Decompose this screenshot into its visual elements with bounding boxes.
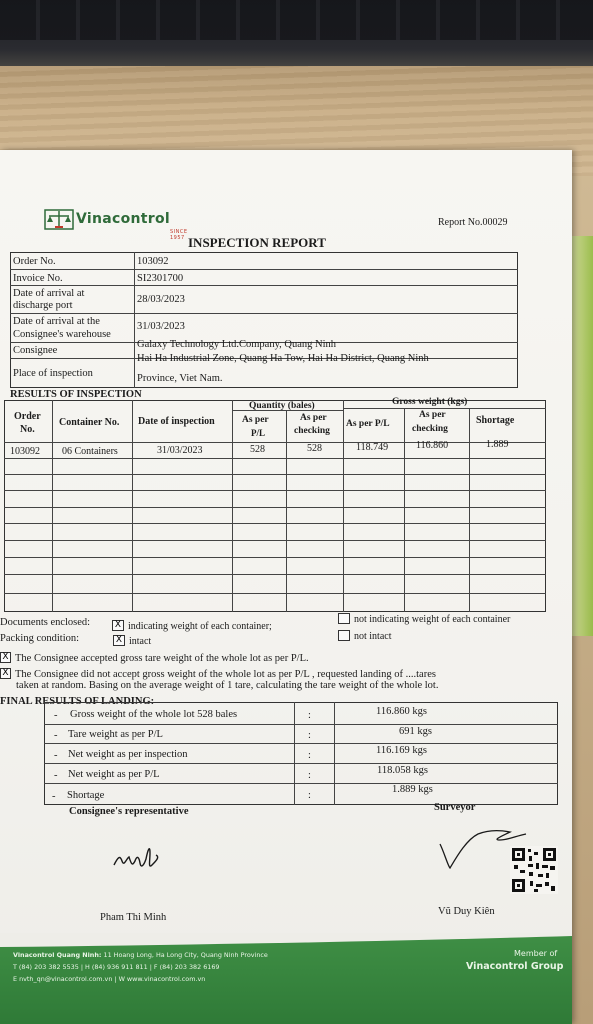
report-title: INSPECTION REPORT — [188, 235, 326, 250]
consignee-rep-title: Consignee's representative — [69, 806, 189, 817]
invoice-no-value: SI2301700 — [137, 273, 184, 284]
green-footer — [0, 933, 572, 1024]
discharge-date-label-2: discharge port — [13, 300, 73, 311]
final-row-line — [44, 763, 558, 764]
th-container: Container No. — [59, 417, 120, 428]
packing-option-2-label: not intact — [354, 631, 392, 642]
cell-shortage: 1.889 — [486, 439, 509, 450]
final-dash: - — [54, 710, 58, 721]
cell-qty-pl: 528 — [250, 444, 265, 455]
row-line — [4, 593, 546, 594]
vinacontrol-logo — [44, 205, 194, 241]
checkbox-checked[interactable]: X — [113, 635, 125, 646]
footer-phones: T (84) 203 382 5535 | H (84) 936 911 811 | F (84) 203 382 6169 — [13, 963, 220, 971]
cell-date: 31/03/2023 — [157, 445, 203, 456]
th-order-1: Order — [14, 411, 41, 422]
final-dash: - — [54, 770, 58, 781]
final-label-net-pl: Net weight as per P/L — [68, 769, 160, 780]
cell-container: 06 Containers — [62, 446, 118, 457]
final-value-gross: 116.860 kgs — [376, 706, 427, 717]
cell-gw-chk: 116.860 — [416, 440, 449, 451]
warehouse-date-label-2: Consignee's warehouse — [13, 329, 111, 340]
final-value-shortage: 1.889 kgs — [392, 784, 433, 795]
report-number: Report No.00029 — [438, 217, 508, 228]
th-qty-pl-1: As per — [242, 415, 269, 425]
final-colon: : — [308, 750, 311, 761]
final-row-line — [44, 783, 558, 784]
info-row-line — [10, 269, 518, 270]
th-shortage: Shortage — [476, 415, 515, 426]
col-line — [132, 400, 133, 612]
final-row-line — [44, 743, 558, 744]
col-line — [469, 408, 470, 612]
final-colon: : — [308, 770, 311, 781]
col-line — [286, 410, 287, 612]
row-line — [4, 557, 546, 558]
final-value-net-pl: 118.058 kgs — [377, 765, 428, 776]
th-date: Date of inspection — [138, 416, 215, 427]
th-gw-pl: As per P/L — [346, 419, 390, 429]
order-no-value: 103092 — [137, 256, 169, 267]
keyboard-keys — [0, 0, 593, 40]
cell-order-no: 103092 — [10, 446, 40, 457]
checkbox-checked[interactable]: X — [0, 652, 11, 663]
consignee-note-1-text: The Consignee accepted gross tare weight of the whole lot as per P/L. — [15, 653, 309, 664]
surveyor-title: Surveyor — [434, 802, 476, 813]
warehouse-date-value: 31/03/2023 — [137, 321, 185, 332]
final-value-net-inspection: 116.169 kgs — [376, 745, 427, 756]
packing-label: Packing condition: — [0, 633, 80, 644]
final-results-title: FINAL RESULTS OF LANDING: — [0, 696, 155, 707]
final-colon: : — [308, 730, 311, 741]
consignee-name: Pham Thi Minh — [100, 912, 167, 923]
footer-address — [13, 952, 268, 960]
info-divider — [134, 252, 135, 388]
final-value-tare: 691 kgs — [399, 726, 432, 737]
footer-address-text: 11 Hoang Long, Ha Long City, Quang Ninh Province — [101, 951, 268, 959]
documents-option-1-label: indicating weight of each container; — [128, 621, 272, 632]
th-qty-pl-2: P/L — [251, 428, 266, 438]
documents-option-2-label: not indicating weight of each container — [354, 614, 511, 625]
place-label: Place of inspection — [13, 368, 93, 379]
final-label-net-inspection: Net weight as per inspection — [68, 749, 188, 760]
discharge-date-value: 28/03/2023 — [137, 294, 185, 305]
footer-wave — [0, 933, 572, 953]
row-line — [4, 540, 546, 541]
checkbox-checked[interactable]: X — [112, 620, 124, 631]
row-line — [4, 442, 546, 443]
final-col-line — [334, 702, 335, 805]
consignee-value: Galaxy Technology Ltd.Company, Quang Ninh — [137, 339, 337, 350]
final-label-gross: Gross weight of the whole lot 528 bales — [70, 709, 238, 720]
final-colon: : — [308, 790, 311, 801]
row-line — [4, 474, 546, 475]
final-col-line — [294, 702, 295, 805]
footer-office-name: Vinacontrol Quang Ninh: — [13, 951, 102, 959]
th-gross: Gross weight (kgs) — [392, 397, 468, 407]
cell-gw-pl: 118.749 — [356, 442, 389, 453]
documents-label: Documents enclosed: — [0, 617, 91, 628]
final-row-line — [44, 724, 558, 725]
col-line — [52, 400, 53, 612]
checkbox-empty[interactable] — [338, 613, 350, 624]
row-line — [4, 490, 546, 491]
col-line — [343, 400, 344, 612]
place-value-1: Hai Ha Industrial Zone, Quang Ha Tow, Hai Ha District, Quang Ninh — [137, 353, 429, 364]
th-qty-chk-1: As per — [300, 413, 327, 423]
final-colon: : — [308, 710, 311, 721]
info-row-line — [10, 285, 518, 286]
th-order-2: No. — [20, 424, 35, 435]
final-dash: - — [52, 791, 56, 802]
final-dash: - — [54, 730, 58, 741]
subheader-line — [343, 408, 546, 409]
th-quantity: Quantity (bales) — [249, 401, 315, 411]
th-gw-chk-1: As per — [419, 410, 446, 420]
logo-text: Vinacontrol — [76, 211, 170, 227]
final-label-shortage: Shortage — [67, 790, 105, 801]
col-line — [404, 408, 405, 612]
consignee-note-2-text: The Consignee did not accept gross weight of the whole lot as per P/L , requested landing of ....tares — [15, 669, 436, 680]
order-no-label: Order No. — [13, 256, 56, 267]
surveyor-name: Vũ Duy Kiên — [438, 906, 495, 917]
checkbox-checked[interactable]: X — [0, 668, 11, 679]
cell-qty-chk: 528 — [307, 443, 322, 454]
info-row-line — [10, 313, 518, 314]
packing-option-1[interactable] — [113, 631, 151, 649]
final-label-tare: Tare weight as per P/L — [68, 729, 163, 740]
results-title: RESULTS OF INSPECTION — [10, 389, 142, 400]
place-value-2: Province, Viet Nam. — [137, 373, 223, 384]
consignee-label: Consignee — [13, 345, 58, 356]
row-line — [4, 507, 546, 508]
packing-option-1-label: intact — [129, 636, 152, 647]
consignee-signature — [110, 835, 170, 880]
th-gw-chk-2: checking — [412, 424, 448, 434]
footer-contacts: E nvth_qn@vinacontrol.com.vn | W www.vinacontrol.com.vn — [13, 975, 206, 983]
scales-icon — [44, 207, 74, 231]
logo-since: SINCE 1957 — [170, 229, 188, 241]
footer-member-of: Member of — [514, 949, 558, 958]
footer-group-name: Vinacontrol Group — [466, 961, 564, 972]
warehouse-date-label-1: Date of arrival at the — [13, 316, 100, 327]
packing-option-2[interactable] — [338, 626, 392, 644]
row-line — [4, 523, 546, 524]
results-table — [4, 400, 546, 612]
qr-code-icon — [510, 846, 558, 894]
documents-option-2[interactable] — [338, 609, 510, 627]
row-line — [4, 458, 546, 459]
col-line — [232, 400, 233, 612]
checkbox-empty[interactable] — [338, 630, 350, 641]
row-line — [4, 574, 546, 575]
final-dash: - — [54, 750, 58, 761]
discharge-date-label-1: Date of arrival at — [13, 288, 85, 299]
th-qty-chk-2: checking — [294, 426, 330, 436]
invoice-no-label: Invoice No. — [13, 273, 63, 284]
consignee-note-2-cont: taken at random. Basing on the average weight of 1 tare, calculating the tare weight of the whole lot. — [16, 680, 439, 691]
